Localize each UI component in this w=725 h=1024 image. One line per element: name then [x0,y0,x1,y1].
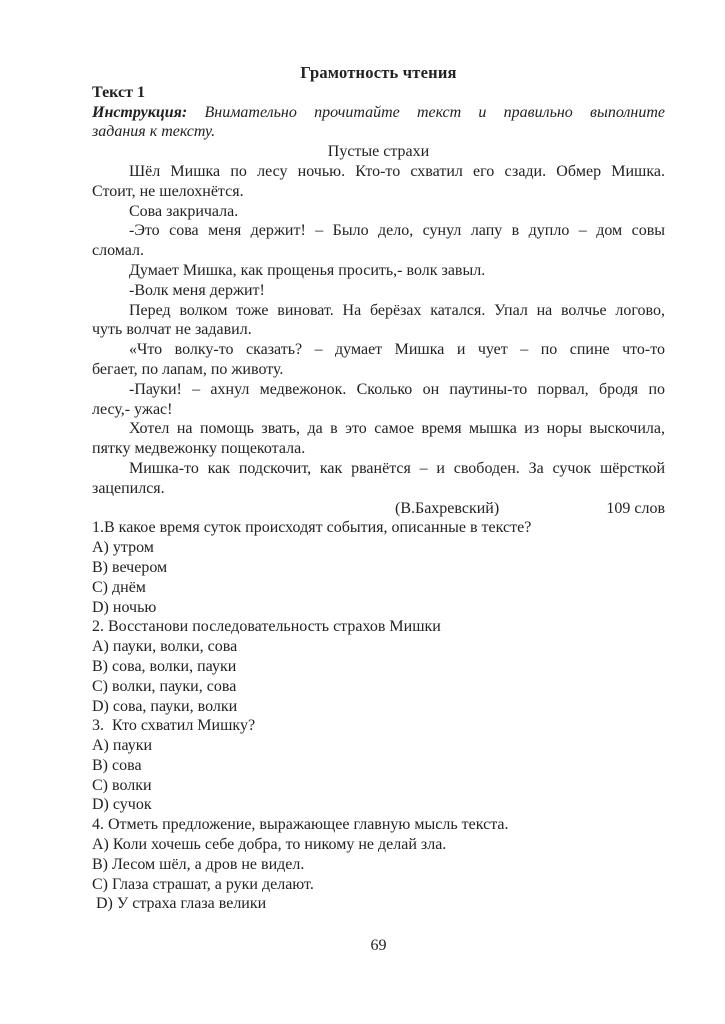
story-line: чуть волчат не задавил. [92,321,252,339]
author: (В.Бахревский) [395,499,500,517]
attribution-line [92,499,665,519]
story-line: -Это сова меня держит! – Было дело, сунул лапу в дупло – дом совы [129,222,665,240]
answer-option: D) сова, пауки, волки [92,697,238,715]
story-line: -Пауки! – ахнул медвежонок. Сколько он паутины-то порвал, бродя по [129,380,665,398]
instruction-text: Внимательно прочитайте текст и правильно выполните [187,103,665,121]
answer-option: D) У страха глаза велики [92,895,267,913]
answer-option: B) сова, волки, пауки [92,657,237,675]
story-line: Сова закричала. [129,202,239,220]
instruction-line-1 [92,103,665,123]
question-prompt: 1.В какое время суток происходят события, описанные в тексте? [92,519,532,537]
question-prompt: 2. Восстанови последовательность страхов Мишки [92,618,441,636]
story-line: бегает, по лапам, по животу. [92,360,284,378]
page-title: Грамотность чтения [300,63,457,82]
instruction-label: Инструкция: [92,103,188,121]
story-line: Думает Мишка, как прощенья просить,- волк завыл. [129,261,486,279]
answer-option: A) пауки [92,737,153,755]
story-title: Пустые страхи [327,143,430,161]
word-count: 109 слов [606,499,665,517]
text-label: Текст 1 [92,83,145,101]
answer-option: C) Глаза страшат, а руки делают. [92,875,314,893]
story-line: зацепился. [92,479,165,497]
question-prompt: 3. Кто схватил Мишку? [92,717,256,735]
answer-option: C) волки, пауки, сова [92,677,237,695]
story-line: «Что волку-то сказать? – думает Мишка и чует – по спине что-то [129,341,665,359]
answer-option: A) пауки, волки, сова [92,638,238,656]
page-number: 69 [370,937,387,954]
story-line: пятку медвежонку пощекотала. [92,440,306,458]
answer-option: B) вечером [92,558,168,576]
answer-option: D) сучок [92,796,152,814]
story-line: Мишка-то как подскочит, как рванётся – и свободен. За сучок шёрсткой [129,459,665,477]
answer-option: A) Коли хочешь себе добра, то никому не делай зла. [92,836,447,854]
answer-option: B) сова [92,756,142,774]
answer-option: A) утром [92,539,154,557]
answer-option: C) днём [92,578,146,596]
question-prompt: 4. Отметь предложение, выражающее главную мысль текста. [92,816,509,834]
answer-option: C) волки [92,776,152,794]
story-text [92,162,665,499]
story-line: Хотел на помощь звать, да в это самое время мышка из норы выскочила, [129,420,665,438]
instruction-line-2: задания к тексту. [92,123,216,141]
answer-option: B) Лесом шёл, а дров не видел. [92,855,305,873]
story-line: Шёл Мишка по лесу ночью. Кто-то схватил его сзади. Обмер Мишка. [129,162,665,180]
questions-section [92,518,665,914]
story-line: сломал. [92,242,145,260]
answer-option: D) ночью [92,598,157,616]
story-line: Перед волком тоже виноват. На берёзах катался. Упал на волчье логово, [129,301,665,319]
story-line: Стоит, не шелохнётся. [92,182,244,200]
story-line: лесу,- ужас! [92,400,173,418]
story-line: -Волк меня держит! [129,281,265,299]
